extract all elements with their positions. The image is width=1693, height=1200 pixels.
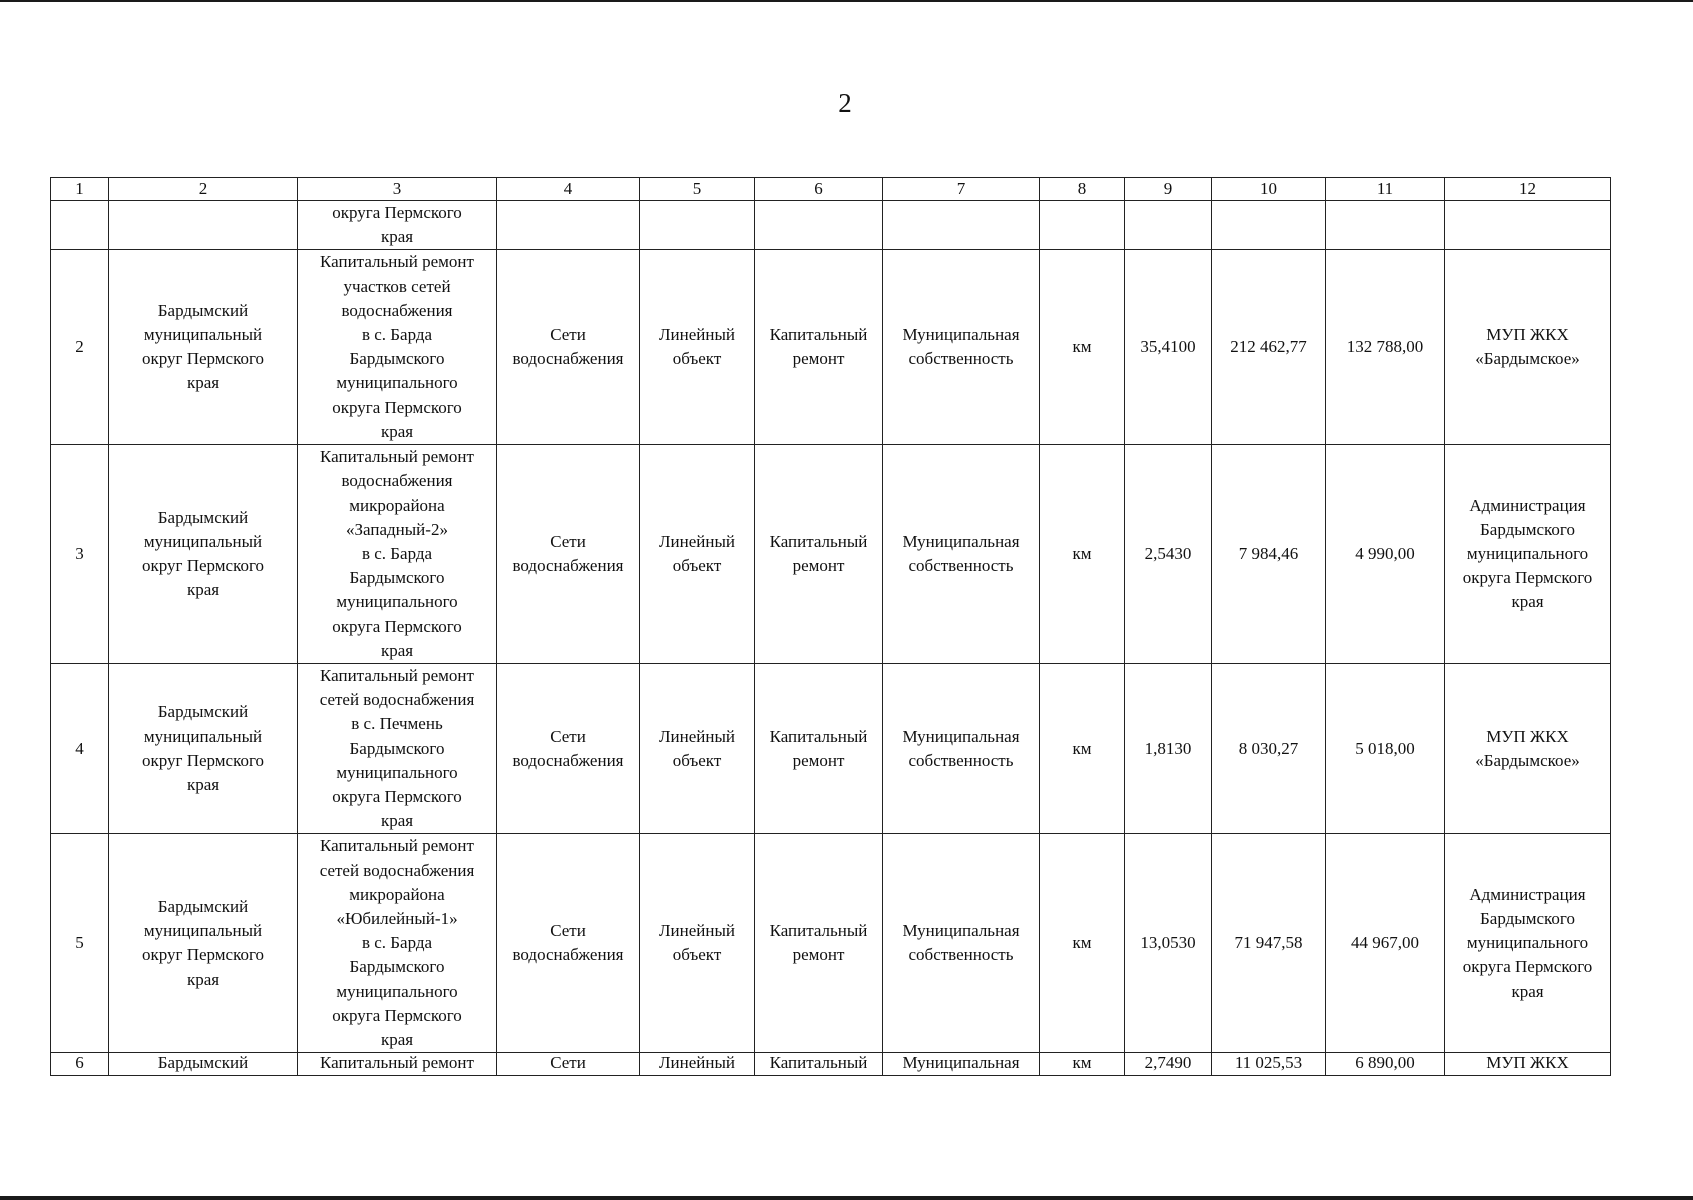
column-header: 3 [298, 178, 497, 201]
object-name-cell: округа Пермского края [298, 201, 497, 250]
length-cell: 13,0530 [1125, 834, 1212, 1053]
object-type-cell: Сети водоснабжения [497, 445, 640, 664]
object-kind-cell: Линейный объект [640, 445, 755, 664]
cost-cell: 7 984,46 [1212, 445, 1326, 664]
municipality-cell: Бардымский [109, 1053, 298, 1076]
table-row [51, 445, 1611, 664]
subsidy-cell: 4 990,00 [1326, 445, 1445, 664]
ownership-cell: Муниципальная собственность [883, 834, 1040, 1053]
municipality-cell: Бардымский муниципальный округ Пермского края [109, 834, 298, 1053]
subsidy-cell: 44 967,00 [1326, 834, 1445, 1053]
column-header: 1 [51, 178, 109, 201]
work-type-cell: Капитальный ремонт [755, 664, 883, 834]
ownership-cell: Муниципальная собственность [883, 445, 1040, 664]
table-row [51, 834, 1611, 1053]
objects-table [50, 177, 1611, 1076]
table-row [51, 250, 1611, 445]
ownership-cell: Муниципальная собственность [883, 250, 1040, 445]
row-number-cell: 6 [51, 1053, 109, 1076]
column-header: 9 [1125, 178, 1212, 201]
column-header: 7 [883, 178, 1040, 201]
ownership-cell: Муниципальная собственность [883, 664, 1040, 834]
object-type-cell: Сети [497, 1053, 640, 1076]
length-cell: 35,4100 [1125, 250, 1212, 445]
cost-cell: 71 947,58 [1212, 834, 1326, 1053]
object-kind-cell: Линейный объект [640, 664, 755, 834]
column-number-row [51, 178, 1611, 201]
length-cell: 2,5430 [1125, 445, 1212, 664]
object-name-cell: Капитальный ремонт участков сетей водоснабжения в с. Барда Бардымского муниципального округа Пермского края [298, 250, 497, 445]
object-kind-cell: Линейный объект [640, 834, 755, 1053]
row-number-cell: 4 [51, 664, 109, 834]
length-cell: 1,8130 [1125, 664, 1212, 834]
object-type-cell: Сети водоснабжения [497, 834, 640, 1053]
object-name-cell: Капитальный ремонт водоснабжения микрорайона «Западный-2» в с. Барда Бардымского муниципального округа Пермского края [298, 445, 497, 664]
municipality-cell: Бардымский муниципальный округ Пермского края [109, 664, 298, 834]
table-row [51, 664, 1611, 834]
executor-cell: МУП ЖКХ [1445, 1053, 1611, 1076]
ownership-cell: Муниципальная [883, 1053, 1040, 1076]
work-type-cell: Капитальный ремонт [755, 834, 883, 1053]
work-type-cell: Капитальный [755, 1053, 883, 1076]
unit-cell: км [1040, 445, 1125, 664]
unit-cell: км [1040, 664, 1125, 834]
column-header: 8 [1040, 178, 1125, 201]
column-header: 12 [1445, 178, 1611, 201]
column-header: 6 [755, 178, 883, 201]
municipality-cell: Бардымский муниципальный округ Пермского края [109, 250, 298, 445]
continuation-row [51, 201, 1611, 250]
column-header: 5 [640, 178, 755, 201]
object-type-cell: Сети водоснабжения [497, 250, 640, 445]
column-header: 2 [109, 178, 298, 201]
object-type-cell: Сети водоснабжения [497, 664, 640, 834]
row-number-cell: 5 [51, 834, 109, 1053]
column-header: 4 [497, 178, 640, 201]
executor-cell: МУП ЖКХ «Бардымское» [1445, 250, 1611, 445]
object-kind-cell: Линейный [640, 1053, 755, 1076]
table-row [51, 1053, 1611, 1076]
cost-cell: 11 025,53 [1212, 1053, 1326, 1076]
executor-cell: Администрация Бардымского муниципального округа Пермского края [1445, 834, 1611, 1053]
column-header: 10 [1212, 178, 1326, 201]
scan-top-edge [0, 0, 1693, 2]
unit-cell: км [1040, 1053, 1125, 1076]
page-number: 2 [838, 88, 852, 118]
object-name-cell: Капитальный ремонт сетей водоснабжения микрорайона «Юбилейный-1» в с. Барда Бардымского муниципального округа Пермского края [298, 834, 497, 1053]
length-cell: 2,7490 [1125, 1053, 1212, 1076]
unit-cell: км [1040, 834, 1125, 1053]
subsidy-cell: 6 890,00 [1326, 1053, 1445, 1076]
cost-cell: 212 462,77 [1212, 250, 1326, 445]
object-kind-cell: Линейный объект [640, 250, 755, 445]
work-type-cell: Капитальный ремонт [755, 250, 883, 445]
column-header: 11 [1326, 178, 1445, 201]
scan-bottom-edge [0, 1196, 1693, 1200]
subsidy-cell: 5 018,00 [1326, 664, 1445, 834]
executor-cell: МУП ЖКХ «Бардымское» [1445, 664, 1611, 834]
object-name-cell: Капитальный ремонт [298, 1053, 497, 1076]
row-number-cell: 3 [51, 445, 109, 664]
subsidy-cell: 132 788,00 [1326, 250, 1445, 445]
cost-cell: 8 030,27 [1212, 664, 1326, 834]
row-number-cell: 2 [51, 250, 109, 445]
object-name-cell: Капитальный ремонт сетей водоснабжения в с. Печмень Бардымского муниципального округа Пермского края [298, 664, 497, 834]
municipality-cell: Бардымский муниципальный округ Пермского края [109, 445, 298, 664]
unit-cell: км [1040, 250, 1125, 445]
work-type-cell: Капитальный ремонт [755, 445, 883, 664]
executor-cell: Администрация Бардымского муниципального округа Пермского края [1445, 445, 1611, 664]
